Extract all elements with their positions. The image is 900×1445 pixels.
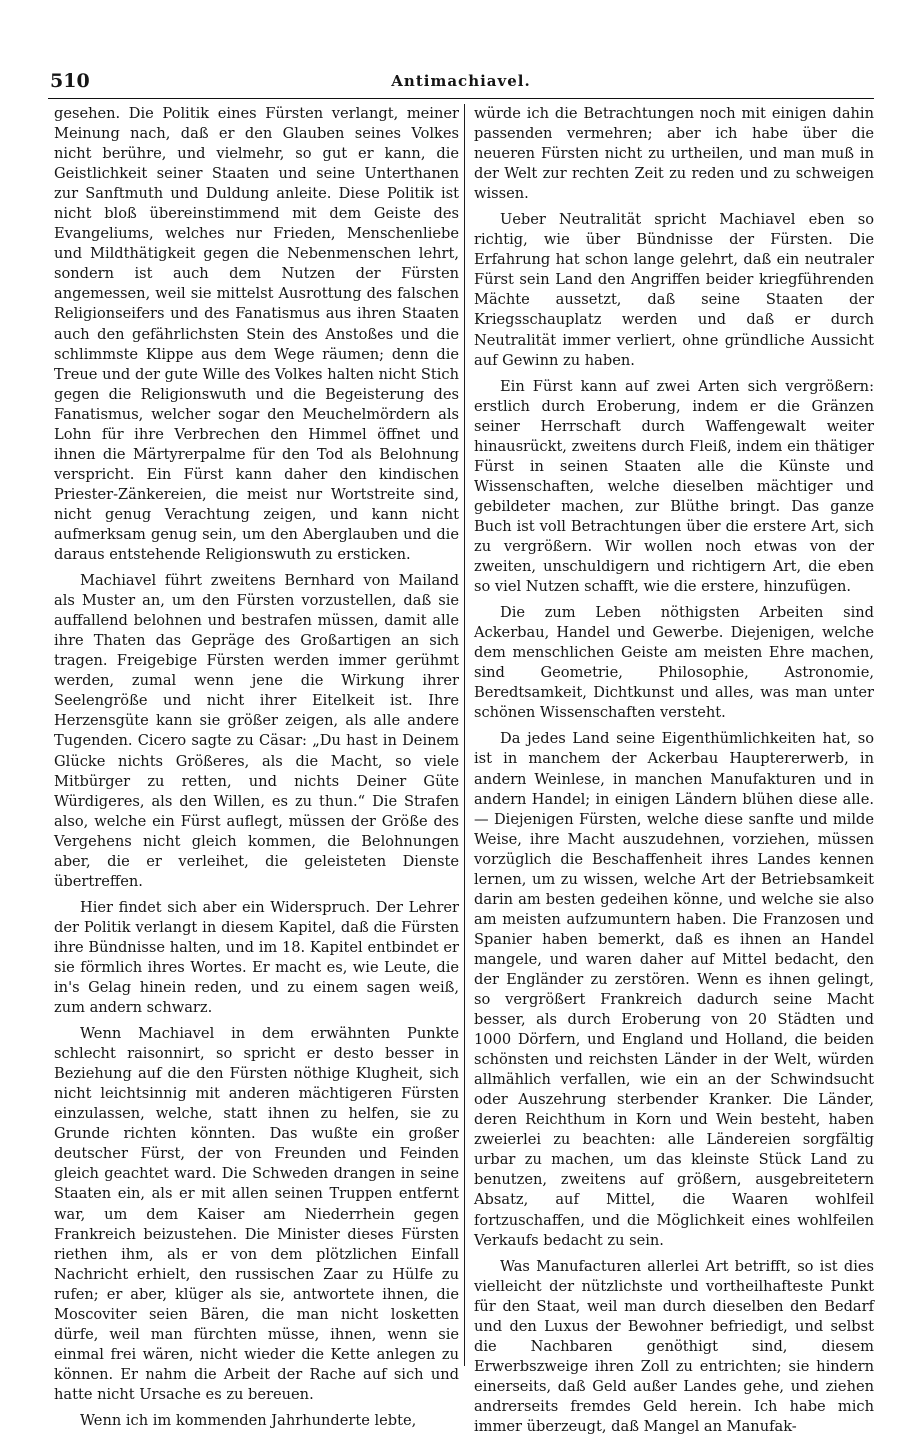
page-header [50, 70, 872, 98]
header-rule [48, 98, 874, 99]
paragraph: Wenn ich im kommenden Jahrhunderte lebte, [80, 1412, 417, 1429]
paragraph: Wenn Machiavel in dem erwähnten Punkte schlecht raisonnirt, so spricht er desto besser in Beziehung auf die den Fürsten nöthige Klugheit, sich nicht leichtsinnig mit anderen mächtigeren Fürsten einzulassen, welche, statt ihnen zu helfen, sie zu Grunde richten könnten. Das wußte ein großer deutscher Fürst, der von Freunden und Feinden gleich geachtet ward. Die Schweden drangen in seine Staaten ein, als er mit allen seinen Truppen entfernt war, um dem Kaiser am Niederrhein gegen Frankreich beizustehen. Die Minister dieses Fürsten riethen ihm, als er von dem plötzlichen Einfall Nachricht erhielt, den russischen Zaar zu Hülfe zu rufen; er aber, klüger als sie, antwortete ihnen, die Moscoviter seien Bären, die man nicht losketten dürfe, weil man fürchten müsse, ihnen, wenn sie einmal frei wären, nicht wieder die Kette anlegen zu können. Er nahm die Arbeit der Rache auf sich und hatte nicht Ursache es zu bereuen. [54, 1025, 459, 1403]
paragraph: gesehen. Die Politik eines Fürsten verlangt, meiner Meinung nach, daß er den Glauben seines Volkes nicht berühre, und vielmehr, so gut er kann, die Geistlichkeit seiner Staaten und seine Unterthanen zur Sanftmuth und Duldung anleite. Diese Politik ist nicht bloß übereinstimmend mit dem Geiste des Evangeliums, welches nur Frieden, Menschenliebe und Mildthätigkeit gegen die Nebenmenschen lehrt, sondern ist auch dem Nutzen der Fürsten angemessen, weil sie mittelst Ausrottung des falschen Religionseifers und des Fanatismus aus ihren Staaten auch den gefährlichsten Stein des Anstoßes und die schlimmste Klippe aus dem Wege räumen; denn die Treue und der gute Wille des Volkes halten nicht Stich gegen die Religionswuth und die Begeisterung des Fanatismus, welcher sogar den Meuchelmördern als Lohn für ihre Verbrechen den Himmel öffnet und ihnen die Märtyrerpalme für den Tod als Belohnung verspricht. Ein Fürst kann daher den kindischen Priester-Zänkereien, die meist nur Wortstreite sind, nicht genug Verachtung zeigen, und kann nicht aufmerksam genug sein, um den Aberglauben und die daraus entstehende Religionswuth zu ersticken. [54, 105, 459, 564]
paragraph: Ein Fürst kann auf zwei Arten sich vergrößern: erstlich durch Eroberung, indem er die Gränzen seiner Herrschaft durch Waffengewalt weiter hinausrückt, zweitens durch Fleiß, indem ein thätiger Fürst in seinen Staaten alle die Künste und Wissenschaften, welche dieselben mächtiger und gebildeter machen, zur Blüthe bringt. Das ganze Buch ist voll Betrachtungen über die erstere Art, sich zu vergrößern. Wir wollen noch etwas von der zweiten, unschuldigern und richtigern Art, die eben so viel Nutzen schafft, wie die erstere, hinzufügen. [474, 377, 874, 596]
right-column [474, 104, 874, 1435]
left-column [54, 104, 459, 1429]
paragraph: würde ich die Betrachtungen noch mit einigen dahin passenden vermehren; aber ich habe über die neueren Fürsten nicht zu urtheilen, und man muß in der Welt zur rechten Zeit zu reden und zu schweigen wissen. [474, 105, 874, 203]
paragraph: Die zum Leben nöthigsten Arbeiten sind Ackerbau, Handel und Gewerbe. Diejenigen, welche dem menschlichen Geiste am meisten Ehre machen, sind Geometrie, Philosophie, Astronomie, Beredtsamkeit, Dichtkunst und alles, was man unter schönen Wissenschaften versteht. [474, 604, 874, 722]
column-divider [464, 104, 465, 1366]
running-title: Antimachiavel. [391, 72, 531, 90]
paragraph: Was Manufacturen allerlei Art betrifft, so ist dies vielleicht der nützlichste und vortheilhafteste Punkt für den Staat, weil man durch dieselben den Bedarf und den Luxus der Bewohner befriedigt, und selbst die Nachbaren genöthigt sind, diesem Erwerbszweige ihren Zoll zu entrichten; sie hindern einerseits, daß Geld außer Landes gehe, und ziehen andrerseits fremdes Geld herein. Ich habe mich immer überzeugt, daß Mangel an Manufak- [474, 1257, 874, 1435]
paragraph: Machiavel führt zweitens Bernhard von Mailand als Muster an, um den Fürsten vorzustellen, daß sie auffallend belohnen und bestrafen müssen, damit alle ihre Thaten das Gepräge des Großartigen an sich tragen. Freigebige Fürsten werden immer gerühmt werden, zumal wenn jene die Wirkung ihrer Seelengröße und nicht ihrer Eitelkeit ist. Ihre Herzensgüte kann sie größer zeigen, als alle andere Tugenden. Cicero sagte zu Cäsar: „Du hast in Deinem Glücke nichts Größeres, als die Macht, so viele Mitbürger zu retten, und nichts Deiner Güte Würdigeres, als den Willen, es zu thun.“ Die Strafen also, welche ein Fürst auflegt, müssen der Größe des Vergehens nicht gleich kommen, die Belohnungen aber, die er verleihet, die geleisteten Dienste übertreffen. [54, 572, 459, 890]
page-number: 510 [50, 70, 90, 92]
paragraph: Hier findet sich aber ein Widerspruch. Der Lehrer der Politik verlangt in diesem Kapitel, daß die Fürsten ihre Bündnisse halten, und im 18. Kapitel entbindet er sie förmlich ihres Wortes. Er macht es, wie Leute, die in's Gelag hinein reden, und zu einem sagen weiß, zum andern schwarz. [54, 898, 459, 1017]
paragraph: Ueber Neutralität spricht Machiavel eben so richtig, wie über Bündnisse der Fürsten. Die Erfahrung hat schon lange gelehrt, daß ein neutraler Fürst sein Land den Angriffen beider kriegführenden Mächte aussetzt, daß seine Staaten der Kriegsschauplatz werden und daß er durch Neutralität immer verliert, ohne gründliche Aussicht auf Gewinn zu haben. [474, 211, 874, 369]
paragraph: Da jedes Land seine Eigenthümlichkeiten hat, so ist in manchem der Ackerbau Hauptererwerb, in andern Weinlese, in manchen Manufakturen und in andern Handel; in einigen Ländern blühen diese alle. — Diejenigen Fürsten, welche diese sanfte und milde Weise, ihre Macht auszudehnen, vorziehen, müssen vorzüglich die Beschaffenheit ihres Landes kennen lernen, um zu wissen, welche Art der Betriebsamkeit darin am besten gedeihen könne, und welche sie also am meisten aufzumuntern haben. Die Franzosen und Spanier haben bemerkt, daß es ihnen an Handel mangele, und waren daher auf Mittel bedacht, den der Engländer zu zerstören. Wenn es ihnen gelingt, so vergrößert Frankreich dadurch seine Macht besser, als durch Eroberung von 20 Städten und 1000 Dörfern, und England und Holland, die beiden schönsten und reichsten Länder in der Welt, würden allmählich verfallen, wie ein an der Schwindsucht oder Auszehrung sterbender Kranker. Die Länder, deren Reichthum in Korn und Wein besteht, haben zweierlei zu beachten: alle Ländereien sorgfältig urbar zu machen, um das kleinste Stück Land zu benutzen, zweitens auf größern, ausgebreitetern Absatz, auf Mittel, die Waaren wohlfeil fortzuschaffen, und die Möglichkeit eines wohlfeilen Verkaufs bedacht zu sein. [474, 730, 874, 1249]
